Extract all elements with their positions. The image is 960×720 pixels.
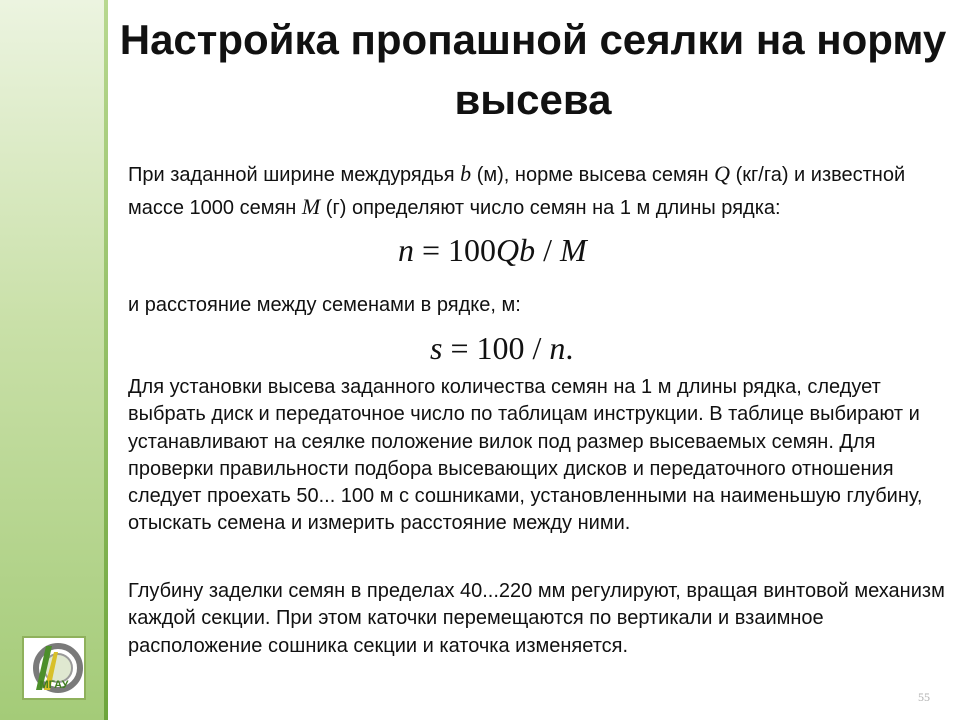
- formula1-vars: Qb: [496, 232, 536, 268]
- logo-text: МГАУ: [39, 679, 69, 691]
- depth-paragraph: Глубину заделки семян в пределах 40...220 мм регулируют, вращая винтовой механизм каждой секции. При этом каточки перемещаются по вертикали и взаимное расположение сошника секции и каточка изменяется.: [128, 580, 945, 657]
- formula2-eq: =: [442, 330, 477, 366]
- intro-text-2: (м), норме высева семян: [471, 164, 715, 186]
- formula2-coef: 100: [476, 330, 525, 366]
- side-decoration-band: [0, 0, 104, 720]
- formula1-slash: /: [535, 232, 561, 268]
- variable-q: Q: [714, 161, 731, 186]
- variable-b: b: [460, 161, 472, 186]
- university-logo-icon: [22, 636, 86, 700]
- side-accent-line: [104, 0, 108, 720]
- formula2-end: .: [565, 330, 574, 366]
- setup-paragraph: Для установки высева заданного количества семян на 1 м длины рядка, следует выбрать диск и передаточное число по таблицам инструкции. В таблице выбирают и устанавливают на сеялке положение вилок под размер высеваемых семян. Для проверки правильности подбора высевающих дисков и передаточного отношения следует проехать 50... 100 м с сошниками, установленными на наименьшую глубину, отыскать семена и измерить расстояние между ними.: [128, 376, 923, 535]
- page-number: 55: [918, 690, 930, 704]
- formula2-lhs: s: [430, 330, 443, 366]
- intro-paragraph: [128, 158, 948, 224]
- formula1-eq: =: [414, 232, 449, 268]
- formula-seed-spacing: [430, 330, 573, 367]
- slide-title: Настройка пропашной сеялки на норму высева: [119, 16, 947, 123]
- intro-text-1: При заданной ширине междурядья: [128, 164, 461, 186]
- formula1-coef: 100: [448, 232, 497, 268]
- formula-seed-count: [398, 232, 587, 269]
- formula1-lhs: n: [398, 232, 414, 268]
- intro-text-3: (кг/га) и известной массе 1000 семян: [128, 164, 906, 219]
- formula2-den: n: [549, 330, 566, 366]
- variable-m: M: [301, 194, 321, 219]
- formula1-den: M: [560, 232, 587, 268]
- intro-text-4: (г) определяют число семян на 1 м длины рядка:: [320, 197, 781, 219]
- formula2-slash: /: [524, 330, 550, 366]
- spacing-label: и расстояние между семенами в рядке, м:: [128, 294, 521, 316]
